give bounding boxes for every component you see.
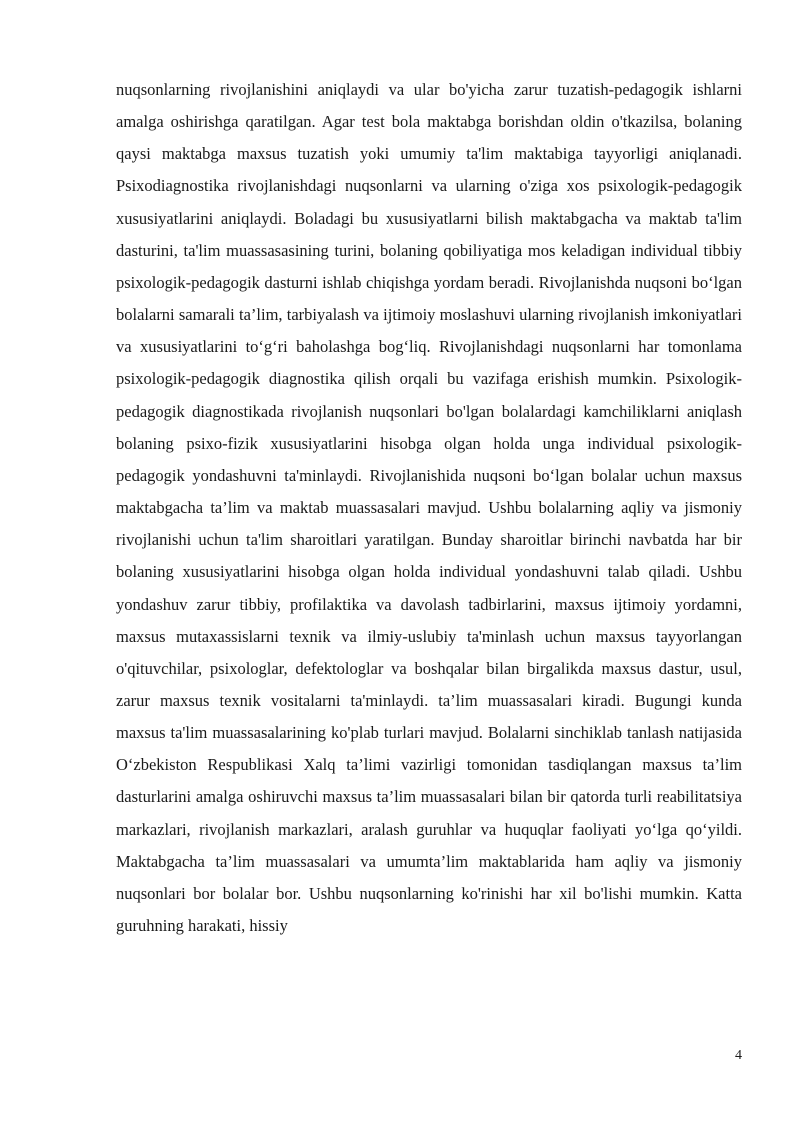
page-number: 4 xyxy=(735,1048,742,1063)
body-paragraph: nuqsonlarning rivojlanishini aniqlaydi va ular bo'yicha zarur tuzatish-pedagogik ishlarni amalga oshirishga qaratilgan. Agar test bola maktabga borishdan oldin o'tkazilsa, bolaning qaysi maktabga maxsus tuzatish yoki umumiy ta'lim maktabiga tayyorligi aniqlanadi. Psixodiagnostika rivojlanishdagi nuqsonlarni va ularning o'ziga xos psixologik-pedagogik xususiyatlarini aniqlaydi. Boladagi bu xususiyatlarni bilish maktabgacha va maktab ta'lim dasturini, ta'lim muassasasining turini, bolaning qobiliyatiga mos keladigan individual tibbiy psixologik-pedagogik dasturni ishlab chiqishga yordam beradi. Rivojlanishda nuqsoni bo‘lgan bolalarni samarali ta’lim, tarbiyalash va ijtimoiy moslashuvi ularning rivojlanish imkoniyatlari va xususiyatlarini to‘g‘ri baholashga bog‘liq. Rivojlanishdagi nuqsonlarni har tomonlama psixologik-pedagogik diagnostika qilish orqali bu vazifaga erishish mumkin. Psixologik-pedagogik diagnostikada rivojlanish nuqsonlari bo'lgan bolalardagi kamchiliklarni aniqlash bolaning psixo-fizik xususiyatlarini hisobga olgan holda unga individual psixologik-pedagogik yondashuvni ta'minlaydi. Rivojlanishida nuqsoni bo‘lgan bolalar uchun maxsus maktabgacha ta’lim va maktab muassasalari mavjud. Ushbu bolalarning aqliy va jismoniy rivojlanishi uchun ta'lim sharoitlari yaratilgan. Bunday sharoitlar birinchi navbatda har bir bolaning xususiyatlarini hisobga olgan holda individual yondashuvni talab qiladi. Ushbu yondashuv zarur tibbiy, profilaktika va davolash tadbirlarini, maxsus ijtimoiy yordamni, maxsus mutaxassislarni texnik va ilmiy-uslubiy ta'minlash uchun maxsus tayyorlangan o'qituvchilar, psixologlar, defektologlar va boshqalar bilan birgalikda maxsus dastur, usul, zarur maxsus texnik vositalarni ta'minlaydi. ta’lim muassasalari kiradi. Bugungi kunda maxsus ta'lim muassasalarining ko'plab turlari mavjud. Bolalarni sinchiklab tanlash natijasida O‘zbekiston Respublikasi Xalq ta’limi vazirligi tomonidan tasdiqlangan maxsus ta’lim dasturlarini amalga oshiruvchi maxsus ta’lim muassasalari bilan bir qatorda turli reabilitatsiya markazlari, rivojlanish markazlari, aralash guruhlar va huquqlar faoliyati yo‘lga qo‘yildi. Maktabgacha ta’lim muassasalari va umumta’lim maktablarida ham aqliy va jismoniy nuqsonlari bor bolalar bor. Ushbu nuqsonlarning ko'rinishi har xil bo'lishi mumkin. Katta guruhning harakati, hissiy xyxy=(116,80,742,936)
